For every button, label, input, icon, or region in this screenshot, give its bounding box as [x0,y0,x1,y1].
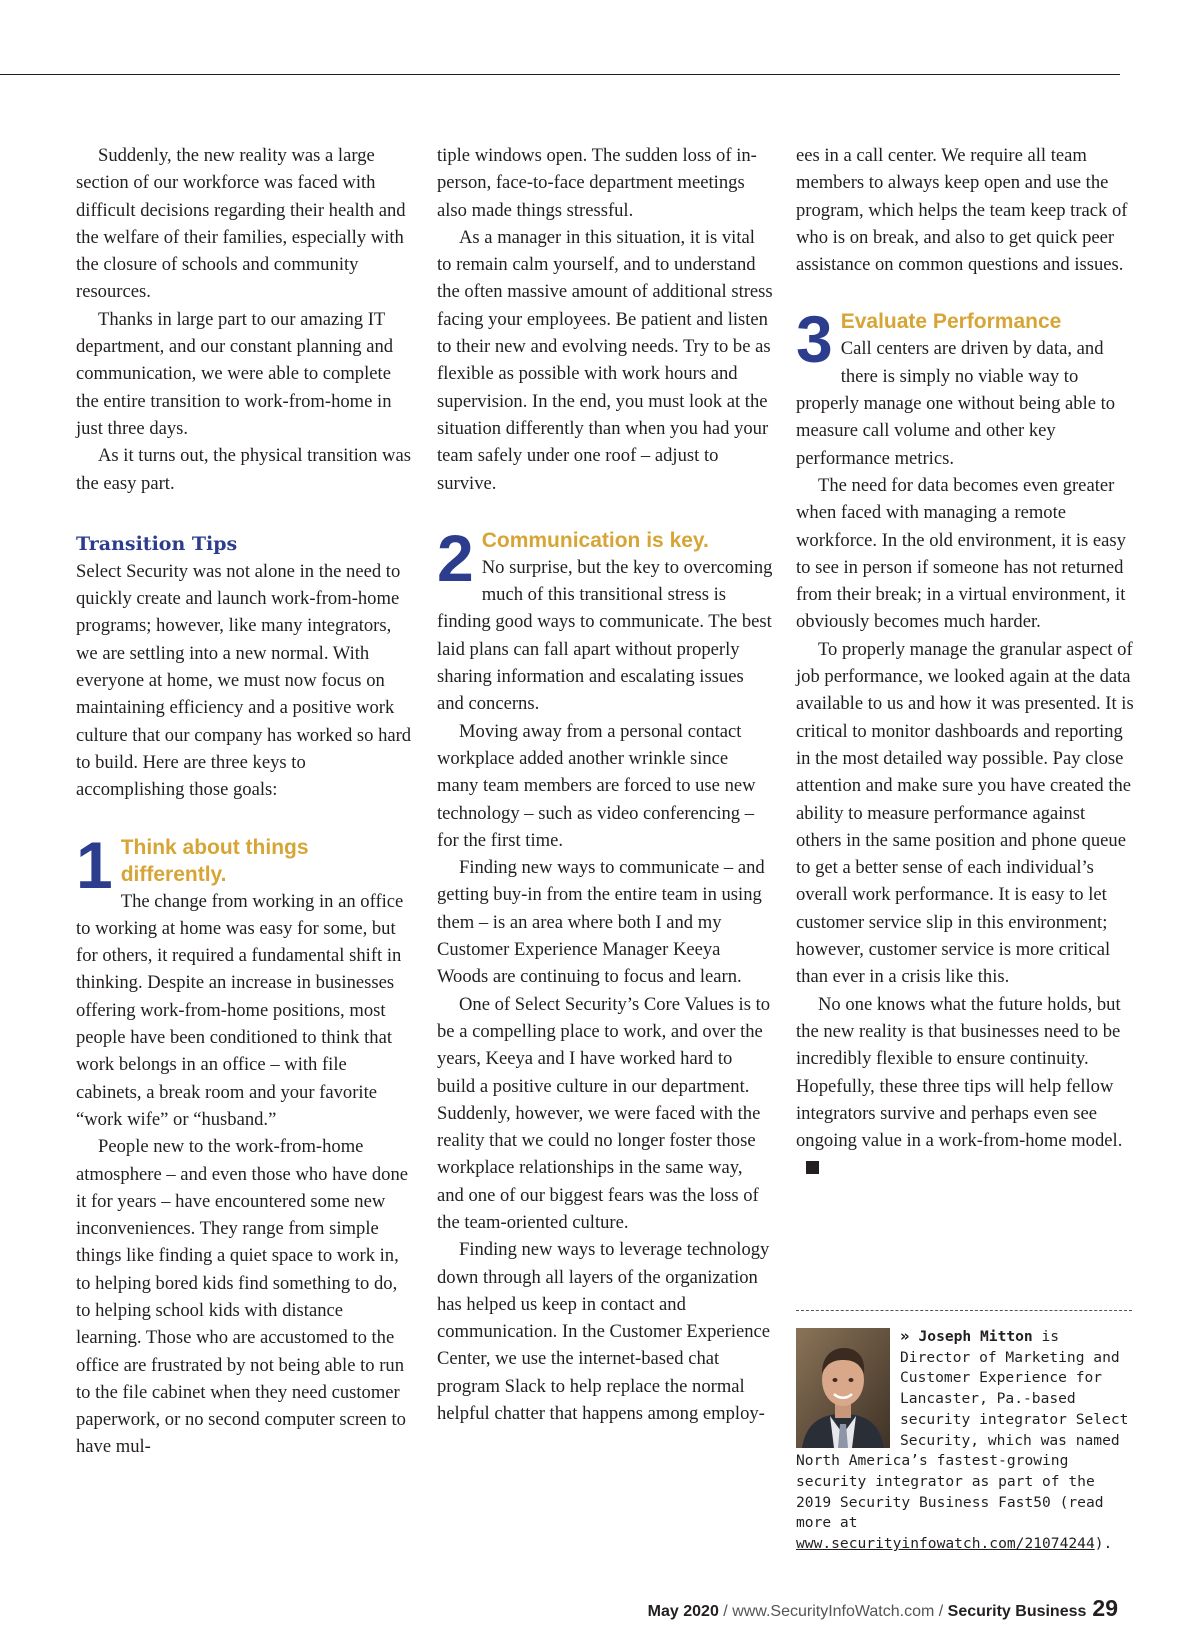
paragraph: To properly manage the granular aspect of job performance, we looked again at the data available to us and how it was presented. It is critical to monitor dashboards and reporting in the most detailed way possible. Pay close attention and make sure you have created the ability to measure performance against others in the same position and phone queue to get a better sense of each individual’s overall work performance. It is easy to let customer service slip in this environment; however, customer service is more critical than ever in a crisis like this. [796,638,1134,988]
bio-tail: ). [1094,1535,1113,1553]
magazine-name: Security Business [947,1603,1087,1620]
section-heading: Transition Tips [76,532,238,555]
closing-paragraph [796,991,1134,1182]
issue-date: May 2020 [647,1603,719,1620]
paragraph: Call centers are driven by data, and there is simply no viable way to properly manage one without being able to measure call volume and other key performance metrics. [796,338,1116,469]
tip-title: Communication is key. [481,528,709,552]
paragraph: As it turns out, the physical transition was the easy part. [76,445,411,494]
article-column-3 [796,142,1134,1182]
paragraph: ees in a call center. We require all team members to always keep open and use the program, which helps the team keep track of who is on break, and also to get quick peer assistance on common questions and issues. [796,145,1128,276]
tip-number: 2 [437,520,474,595]
bio-text: is Director of Marketing and Customer Experience for Lancaster, Pa.-based security integrator Select Security, which was named North America’s fastest-growing security integrator as part of the 2019 Security Business Fast50 (read more at [796,1328,1129,1532]
paragraph: The change from working in an office to working at home was easy for some, but for others, it required a fundamental shift in thinking. Despite an increase in businesses offering work-from-home positions, most people have been conditioned to think that work belongs in an office – with file cabinets, a break room and your favorite “work wife” or “husband.” [76,890,404,1130]
paragraph-text: No one knows what the future holds, but the new reality is that businesses need to be incredibly flexible to ensure continuity. Hopefully, these three tips will help fellow integrators survive and perhaps even see ongoing value in a work-from-home model. [796,993,1123,1152]
paragraph: As a manager in this situation, it is vital to remain calm yourself, and to understand the often massive amount of additional stress facing your employees. Be patient and listen to their new and evolving needs. Try to be as flexible as possible with work hours and supervision. In the end, you must look at the situation differently than when you had your team safely under one roof – adjust to survive. [437,226,773,494]
tip-title: Evaluate Performance [840,310,1062,334]
tip-title: Think about things differently. [120,835,309,886]
footer-separator: / [934,1603,948,1620]
article-column-1 [76,142,412,1461]
footer-website: www.SecurityInfoWatch.com [732,1603,935,1620]
tip-2 [437,520,773,718]
paragraph: Select Security was not alone in the need to quickly create and launch work-from-home programs; however, like many integrators, we are settling into a new normal. With everyone at home, we must now focus on maintaining efficiency and a positive work culture that our company has worked so hard to build. Here are three keys to accomplishing those goals: [76,560,412,801]
paragraph: Finding new ways to communicate – and getting buy-in from the entire team in using them – is an area where both I and my Customer Experience Manager Keeya Woods are continuing to focus and learn. [437,857,765,988]
paragraph: Thanks in large part to our amazing IT department, and our constant planning and communication, we were able to complete the entire transition to work-from-home in just three days. [76,308,394,439]
article-column-2 [437,142,773,1427]
paragraph: Finding new ways to leverage technology down through all layers of the organization has helped us keep in contact and communication. In the Customer Experience Center, we use the internet-based chat program Slack to help replace the normal helpful chatter that happens among employ- [437,1239,771,1425]
paragraph: No surprise, but the key to overcoming much of this transitional stress is finding good ways to communicate. The best laid plans can fall apart without properly sharing information and escalating issues and concerns. [437,556,773,715]
tip-number: 3 [796,302,833,377]
author-photo [796,1328,890,1448]
paragraph: Suddenly, the new reality was a large section of our workforce was faced with difficult decisions regarding their health and the welfare of their families, especially with the closure of schools and community resources. [76,145,406,303]
tip-number: 1 [76,827,113,902]
page-footer [648,1595,1118,1622]
paragraph: tiple windows open. The sudden loss of in-person, face-to-face department meetings also made things stressful. [437,145,757,221]
tip-1 [76,827,412,1134]
paragraph: People new to the work-from-home atmosphere – and even those who have done it for years – have encountered some new inconveniences. They range from simple things like finding a quiet space to work in, to helping bored kids find something to do, to helping school kids with distance learning. Those who are accustomed to the office are frustrated by not being able to run to the file cabinet when they need customer paperwork, or no second computer screen to have mul- [76,1136,409,1458]
top-rule [0,74,1120,75]
paragraph: One of Select Security’s Core Values is to be a compelling place to work, and over the years, Keeya and I have worked hard to build a positive culture in our department. Suddenly, however, we were faced with the reality that we could no longer foster those workplace relationships in the same way, and one of our biggest fears was the loss of the team-oriented culture. [437,993,771,1233]
tip-3 [796,302,1134,471]
author-bio [796,1326,1134,1555]
page-number: 29 [1092,1595,1118,1621]
end-of-article-mark [806,1161,819,1174]
paragraph: The need for data becomes even greater when faced with managing a remote workforce. In the old environment, it is easy to see in person if someone has not returned from their break; in a virtual environment, it obviously becomes much harder. [796,474,1126,633]
bio-link[interactable]: www.securityinfowatch.com/21074244 [796,1535,1095,1553]
bio-divider [796,1310,1132,1311]
bio-arrow-icon: » [900,1327,910,1345]
paragraph: Moving away from a personal contact workplace added another wrinkle since many team members are forced to use new technology – such as video conferencing – for the first time. [437,720,756,851]
footer-separator: / [718,1603,733,1620]
author-name: Joseph Mitton [918,1328,1033,1345]
